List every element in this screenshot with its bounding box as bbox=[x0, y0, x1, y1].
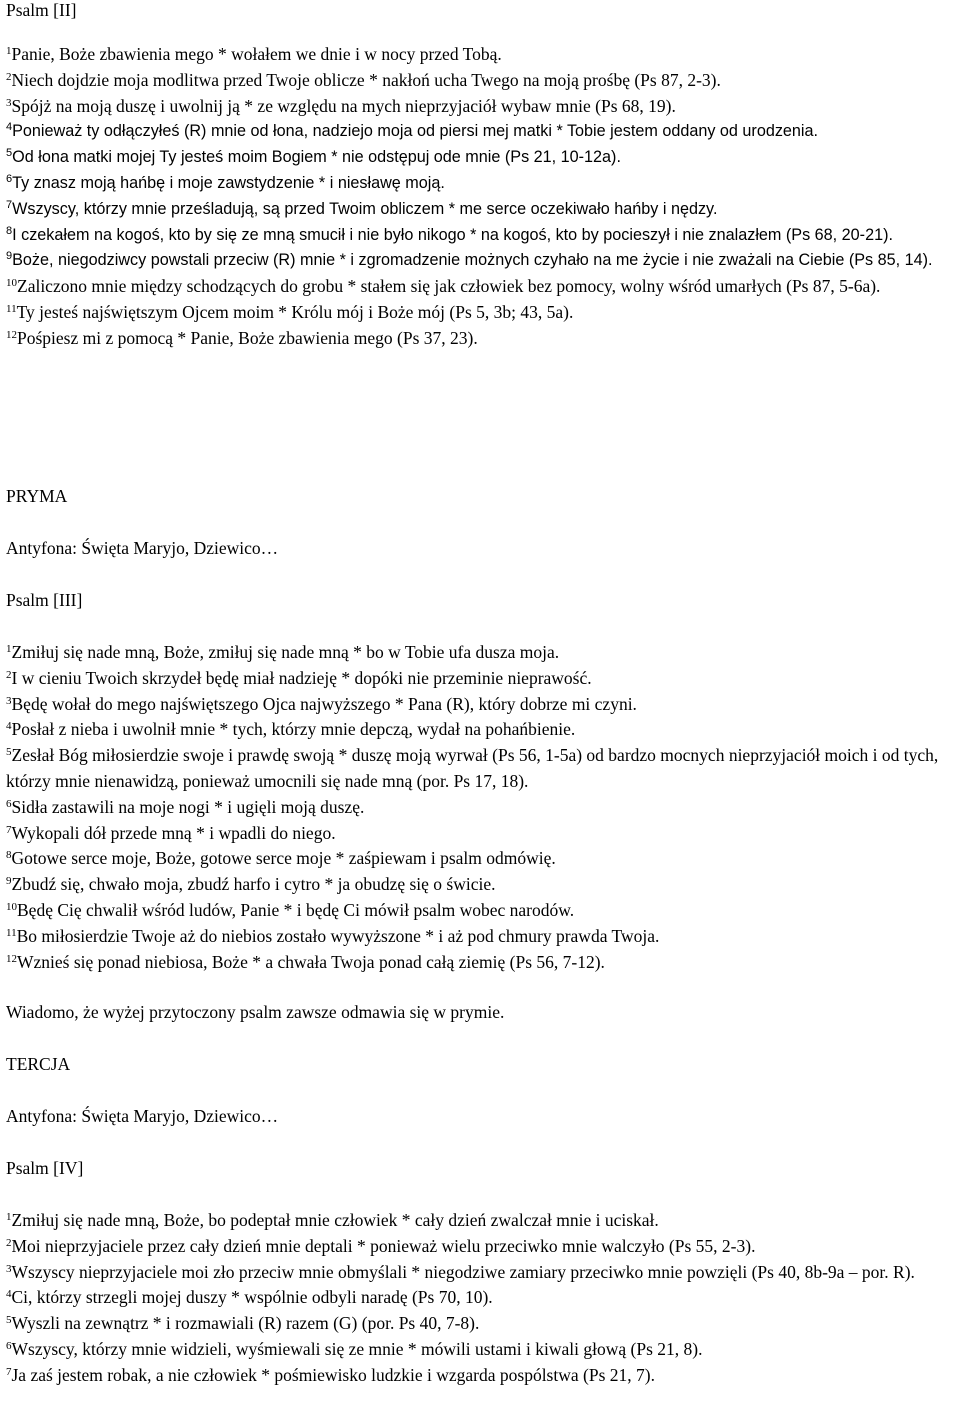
verse-number: 2 bbox=[6, 70, 12, 83]
pryma-note-block bbox=[6, 1000, 956, 1026]
verse bbox=[6, 42, 956, 68]
verse-text: Posłał z nieba i uwolnił mnie * tych, którzy mnie depczą, wydał na pohańbienie. bbox=[11, 719, 576, 740]
verse-number: 3 bbox=[6, 96, 12, 109]
verse-text: Od łona matki mojej Ty jesteś moim Bogiem * nie odstępuj ode mnie (Ps 21, 10-12a). bbox=[12, 148, 621, 167]
pryma-antiphon: Antyfona: Święta Maryjo, Dziewico… bbox=[6, 538, 279, 558]
verse bbox=[6, 692, 956, 718]
verse bbox=[6, 326, 956, 352]
verse-number: 4 bbox=[6, 1288, 12, 1301]
verse-text: Spójż na moją duszę i uwolnij ją * ze względu na mych nieprzyjaciół wybaw mnie (Ps 68, 19). bbox=[11, 95, 676, 116]
verse bbox=[6, 640, 956, 666]
psalm-3-verses bbox=[6, 640, 956, 975]
verse bbox=[6, 197, 956, 223]
verse-text: Sidła zastawili na moje nogi * i ugięli moją duszę. bbox=[11, 796, 365, 817]
verse-number: 9 bbox=[6, 875, 12, 888]
psalm-2-title: Psalm [II] bbox=[6, 0, 77, 20]
verse-number: 6 bbox=[6, 797, 12, 810]
verse-text: Ty jesteś najświętszym Ojcem moim * Królu mój i Boże mój (Ps 5, 3b; 43, 5a). bbox=[16, 301, 574, 322]
verse bbox=[6, 1311, 956, 1337]
pryma-heading: PRYMA bbox=[6, 486, 68, 506]
verse bbox=[6, 300, 956, 326]
verse-text: Gotowe serce moje, Boże, gotowe serce moje * zaśpiewam i psalm odmówię. bbox=[11, 848, 556, 869]
verse bbox=[6, 795, 956, 821]
verse-number: 7 bbox=[6, 823, 12, 836]
verse-number: 2 bbox=[6, 668, 12, 681]
psalm-3-title: Psalm [III] bbox=[6, 590, 83, 610]
psalm-4-title: Psalm [IV] bbox=[6, 1158, 84, 1178]
verse-text: Wszyscy, którzy mnie widzieli, wyśmiewali się ze mnie * mówili ustami i kiwali głową (Ps 21, 8). bbox=[11, 1338, 703, 1359]
verse-text: Wykopali dół przede mną * i wpadli do niego. bbox=[11, 822, 336, 843]
verse bbox=[6, 248, 956, 274]
verse bbox=[6, 145, 956, 171]
verse-text: Bo miłosierdzie Twoje aż do niebios zostało wywyższone * i aż pod chmury prawda Twoja. bbox=[16, 925, 660, 946]
verse-number: 10 bbox=[6, 277, 17, 290]
verse-number: 4 bbox=[6, 720, 12, 733]
verse-number: 7 bbox=[6, 198, 13, 211]
verse-text: Będę wołał do mego najświętszego Ojca najwyższego * Pana (R), który dobrze mi czyni. bbox=[11, 693, 637, 714]
verse-number: 3 bbox=[6, 1262, 12, 1275]
verse-text: Boże, niegodziwcy powstali przeciw (R) mnie * i zgromadzenie możnych czyhało na me życie i nie zważali na Ciebie (Ps 85, 14). bbox=[12, 251, 933, 270]
tercja-heading: TERCJA bbox=[6, 1054, 71, 1074]
verse-text: Będę Cię chwalił wśród ludów, Panie * i będę Ci mówił psalm wobec narodów. bbox=[17, 899, 575, 920]
verse bbox=[6, 666, 956, 692]
verse-number: 1 bbox=[6, 643, 12, 655]
verse-text: Zbudź się, chwało moja, zbudź harfo i cytro * ja obudzę się o świcie. bbox=[11, 874, 496, 895]
verse-text: Zesłał Bóg miłosierdzie swoje i prawdę swoją * duszę moją wyrwał (Ps 56, 1-5a) od bardzo mocnych nieprzyjaciół moich i od tych, którzy mnie nienawidzą, ponieważ umocnili się nade mną (por. Ps 17, 18). bbox=[6, 745, 939, 791]
psalm-4-title-block bbox=[6, 1156, 956, 1182]
verse bbox=[6, 94, 956, 120]
verse bbox=[6, 1337, 956, 1363]
verse-text: Niech dojdzie moja modlitwa przed Twoje oblicze * nakłoń ucha Twego na moją prośbę (Ps 87, 2-3). bbox=[11, 69, 721, 90]
verse-text: Wszyscy, którzy mnie prześladują, są przed Twoim obliczem * me serce oczekiwało hańby i nędzy. bbox=[12, 199, 718, 218]
verse bbox=[6, 846, 956, 872]
verse bbox=[6, 274, 956, 300]
verse bbox=[6, 898, 956, 924]
verse-number: 5 bbox=[6, 746, 12, 759]
verse-number: 5 bbox=[6, 1314, 12, 1327]
verse bbox=[6, 171, 956, 197]
verse-number: 1 bbox=[6, 1211, 12, 1223]
verse-text: Zaliczono mnie między schodzących do grobu * stałem się jak człowiek bez pomocy, wolny wśród umarłych (Ps 87, 5-6a). bbox=[17, 276, 881, 297]
pryma-note: Wiadomo, że wyżej przytoczony psalm zawsze odmawia się w prymie. bbox=[6, 1002, 505, 1022]
psalm-2-verses bbox=[6, 42, 956, 352]
pryma-antiphon-block bbox=[6, 536, 956, 562]
verse-number: 11 bbox=[6, 302, 17, 315]
verse-number: 8 bbox=[6, 849, 12, 862]
verse-text: Ty znasz moją hańbę i moje zawstydzenie * i niesławę moją. bbox=[12, 173, 445, 192]
verse-number: 4 bbox=[6, 121, 13, 134]
psalm-2-section bbox=[6, 0, 956, 24]
verse-number: 6 bbox=[6, 1339, 12, 1352]
verse-number: 9 bbox=[6, 250, 13, 263]
verse-number: 7 bbox=[6, 1365, 12, 1378]
pryma-heading-block bbox=[6, 484, 956, 510]
verse-number: 11 bbox=[6, 926, 17, 939]
psalm-4-verses bbox=[6, 1208, 956, 1389]
verse bbox=[6, 1363, 956, 1389]
verse bbox=[6, 1208, 956, 1234]
verse bbox=[6, 717, 956, 743]
verse bbox=[6, 743, 956, 795]
verse-text: Panie, Boże zbawienia mego * wołałem we dnie i w nocy przed Tobą. bbox=[11, 44, 502, 64]
tercja-antiphon: Antyfona: Święta Maryjo, Dziewico… bbox=[6, 1106, 279, 1126]
verse-text: Wznieś się ponad niebiosa, Boże * a chwała Twoja ponad całą ziemię (Ps 56, 7-12). bbox=[17, 951, 605, 972]
verse-text: Moi nieprzyjaciele przez cały dzień mnie deptali * ponieważ wielu przeciwko mnie walczyło (Ps 55, 2-3). bbox=[11, 1235, 756, 1256]
verse bbox=[6, 872, 956, 898]
tercja-heading-block bbox=[6, 1052, 956, 1078]
verse bbox=[6, 119, 956, 145]
verse-number: 12 bbox=[6, 952, 17, 965]
verse-text: Wyszli na zewnątrz * i rozmawiali (R) razem (G) (por. Ps 40, 7-8). bbox=[11, 1313, 480, 1334]
verse-text: I w cieniu Twoich skrzydeł będę miał nadzieję * dopóki nie przeminie nieprawość. bbox=[11, 667, 592, 688]
verse bbox=[6, 1260, 956, 1286]
verse-number: 10 bbox=[6, 900, 17, 913]
verse-text: Ponieważ ty odłączyłeś (R) mnie od łona, nadziejo moja od piersi mej matki * Tobie jestem oddany od urodzenia. bbox=[12, 122, 819, 141]
verse-number: 8 bbox=[6, 224, 13, 237]
verse-number: 5 bbox=[6, 147, 13, 160]
verse bbox=[6, 1234, 956, 1260]
verse-text: Pośpiesz mi z pomocą * Panie, Boże zbawienia mego (Ps 37, 23). bbox=[17, 327, 478, 348]
verse-number: 6 bbox=[6, 172, 13, 185]
verse bbox=[6, 68, 956, 94]
verse bbox=[6, 223, 956, 249]
verse-text: Zmiłuj się nade mną, Boże, zmiłuj się nade mną * bo w Tobie ufa dusza moja. bbox=[11, 642, 560, 662]
psalm-3-title-block bbox=[6, 588, 956, 614]
verse bbox=[6, 821, 956, 847]
verse-text: I czekałem na kogoś, kto by się ze mną smucił i nie było nikogo * na kogoś, kto by pocieszył i nie znalazłem (Ps 68, 20-21). bbox=[12, 225, 893, 244]
verse bbox=[6, 924, 956, 950]
verse-number: 2 bbox=[6, 1236, 12, 1249]
verse-text: Zmiłuj się nade mną, Boże, bo podeptał mnie człowiek * cały dzień zwalczał mnie i uciskał. bbox=[11, 1210, 659, 1230]
verse bbox=[6, 950, 956, 976]
verse-text: Ci, którzy strzegli mojej duszy * wspólnie odbyli naradę (Ps 70, 10). bbox=[11, 1287, 493, 1308]
verse-number: 3 bbox=[6, 694, 12, 707]
verse-text: Ja zaś jestem robak, a nie człowiek * pośmiewisko ludzkie i wzgarda pospólstwa (Ps 21, 7). bbox=[11, 1364, 655, 1385]
verse-number: 12 bbox=[6, 328, 17, 341]
verse-number: 1 bbox=[6, 45, 12, 57]
tercja-antiphon-block bbox=[6, 1104, 956, 1130]
verse-text: Wszyscy nieprzyjaciele moi zło przeciw mnie obmyślali * niegodziwe zamiary przeciwko mnie powzięli (Ps 40, 8b-9a – por. R). bbox=[11, 1261, 915, 1282]
verse bbox=[6, 1285, 956, 1311]
